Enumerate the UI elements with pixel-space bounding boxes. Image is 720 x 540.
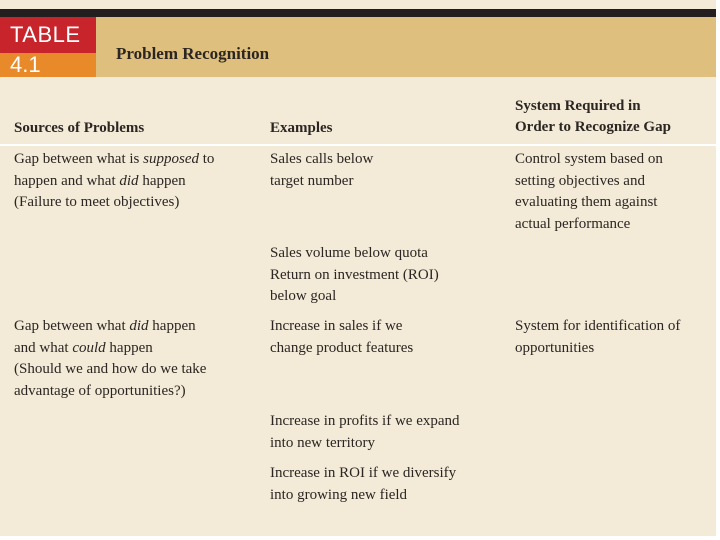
text-line [14, 316, 206, 338]
text-line: actual performance [515, 215, 631, 232]
emphasis: could [72, 339, 106, 356]
badge-word: TABLE [10, 22, 81, 47]
text: happen and what [14, 172, 120, 189]
text-line: into new territory [270, 434, 375, 451]
title-band [0, 17, 716, 77]
text: happen [138, 172, 186, 189]
header-system-line: Order to Recognize Gap [515, 119, 671, 135]
text: Gap between what is [14, 151, 144, 167]
text-line: below goal [270, 288, 337, 304]
row2-example-3 [270, 463, 456, 506]
text-line: (Failure to meet objectives) [14, 194, 180, 210]
text-line: into growing new field [270, 486, 408, 503]
header-divider [0, 144, 716, 146]
text-line: Sales volume below quota [270, 245, 428, 261]
header-sources: Sources of Problems [14, 120, 145, 136]
row2-example-2 [270, 411, 460, 454]
emphasis: did [129, 318, 149, 334]
text-line: Sales calls below [270, 151, 374, 167]
row1-source [14, 149, 214, 214]
text: to [198, 151, 215, 167]
text-line: opportunities [515, 339, 595, 356]
row1-example-1 [270, 149, 373, 192]
header-examples: Examples [270, 120, 333, 136]
text-line: Control system based on [515, 151, 663, 167]
text-line: Return on investment (ROI) [270, 266, 439, 283]
row1-example-2 [270, 243, 439, 308]
header-system-line: System Required in [515, 98, 641, 114]
row2-source [14, 316, 206, 402]
row2-system [515, 316, 680, 359]
text-line: (Should we and how do we take [14, 361, 207, 377]
text-line: Increase in profits if we expand [270, 413, 460, 429]
text: and what [14, 339, 73, 356]
row1-system [515, 149, 663, 235]
text-line: change product features [270, 339, 414, 356]
text-line: System for identification of [515, 318, 681, 334]
badge-number: 4.1 [10, 52, 41, 77]
text-line: setting objectives and [515, 172, 645, 189]
text-line: evaluating them against [515, 194, 658, 210]
text-line [14, 171, 214, 193]
text: happen [105, 339, 153, 356]
text: Gap between what [14, 318, 130, 334]
header-system [515, 96, 671, 138]
row2-example-1 [270, 316, 413, 359]
text-line: Increase in ROI if we diversify [270, 465, 457, 481]
text-line: advantage of opportunities?) [14, 382, 186, 399]
text-line: target number [270, 172, 354, 189]
text: happen [148, 318, 196, 334]
top-rule [0, 9, 716, 17]
text-line: Increase in sales if we [270, 318, 403, 334]
table-title: Problem Recognition [116, 44, 270, 63]
text-line [14, 338, 206, 360]
emphasis: supposed [143, 151, 199, 167]
text-line [14, 149, 214, 171]
emphasis: did [119, 172, 139, 189]
